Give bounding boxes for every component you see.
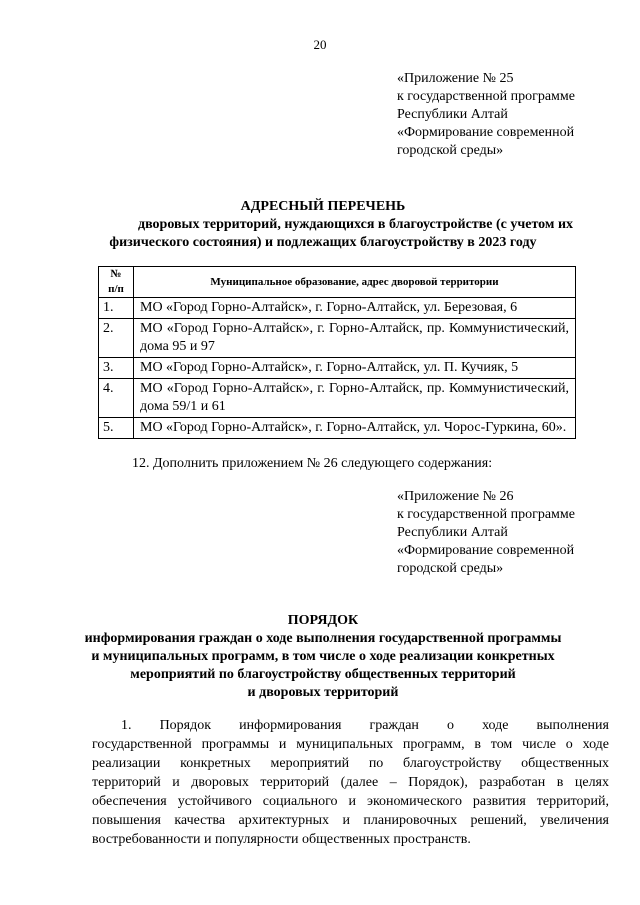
paragraph-line: 1. Порядок информирования граждан о ходе выполнения xyxy=(121,718,609,733)
table-row xyxy=(99,358,576,379)
appendix-26-line: «Формирование современной xyxy=(397,543,575,558)
appendix-25-block xyxy=(397,70,637,160)
paragraph-1 xyxy=(92,716,609,849)
header-number xyxy=(99,267,134,298)
paragraph-line: территорий и дворовых территорий (далее – Порядок), разработан в целях xyxy=(92,775,609,790)
order-subtitle-line: и дворовых территорий xyxy=(247,685,399,700)
row-address: МО «Город Горно-Алтайск», г. Горно-Алтайск, ул. Чорос-Гуркина, 60». xyxy=(134,418,576,439)
amendment-line: 12. Дополнить приложением № 26 следующего содержания: xyxy=(132,456,493,471)
appendix-25-line: Республики Алтай xyxy=(397,107,508,122)
address-list-subtitle-line: физического состояния) и подлежащих благоустройству в 2023 году xyxy=(109,235,537,250)
row-number: 1. xyxy=(99,298,134,319)
order-subtitle-line: и муниципальных программ, в том числе о ходе реализации конкретных xyxy=(91,649,555,664)
appendix-26-line: городской среды» xyxy=(397,561,504,576)
table-row xyxy=(99,379,576,418)
header-number-line: № xyxy=(110,268,122,280)
appendix-25-line: «Приложение № 25 xyxy=(397,71,514,86)
row-address: МО «Город Горно-Алтайск», г. Горно-Алтайск, пр. Коммунистический, дома 95 и 97 xyxy=(134,319,576,358)
row-address: МО «Город Горно-Алтайск», г. Горно-Алтайск, пр. Коммунистический, дома 59/1 и 61 xyxy=(134,379,576,418)
appendix-25-line: к государственной программе xyxy=(397,89,575,104)
order-subtitle-line: мероприятий по благоустройству общественных территорий xyxy=(130,667,516,682)
appendix-26-line: «Приложение № 26 xyxy=(397,489,514,504)
appendix-26-line: Республики Алтай xyxy=(397,525,508,540)
address-table xyxy=(98,266,576,439)
header-address: Муниципальное образование, адрес дворовой территории xyxy=(134,267,576,298)
page-number: 20 xyxy=(313,37,327,52)
appendix-25-line: городской среды» xyxy=(397,143,504,158)
paragraph-line: реализации конкретных мероприятий по благоустройству общественных xyxy=(92,756,609,771)
row-number: 5. xyxy=(99,418,134,439)
header-number-line: п/п xyxy=(108,283,124,295)
paragraph-line: обеспечения устойчивого социального и экономического развития территорий, xyxy=(92,794,609,809)
address-list-heading xyxy=(88,198,574,252)
appendix-26-block xyxy=(397,488,637,578)
row-number: 4. xyxy=(99,379,134,418)
paragraph-line: государственной программы и муниципальных программ, в том числе о ходе xyxy=(92,737,609,752)
row-address: МО «Город Горно-Алтайск», г. Горно-Алтайск, ул. Березовая, 6 xyxy=(134,298,576,319)
table-row xyxy=(99,418,576,439)
appendix-25-line: «Формирование современной xyxy=(397,125,575,140)
address-list-title: АДРЕСНЫЙ ПЕРЕЧЕНЬ xyxy=(240,199,406,214)
order-title: ПОРЯДОК xyxy=(287,613,359,628)
table-row xyxy=(99,298,576,319)
paragraph-line: востребованности и популярности общественных пространств. xyxy=(92,832,471,847)
row-number: 3. xyxy=(99,358,134,379)
appendix-26-line: к государственной программе xyxy=(397,507,575,522)
row-address: МО «Город Горно-Алтайск», г. Горно-Алтайск, ул. П. Кучияк, 5 xyxy=(134,358,576,379)
row-number: 2. xyxy=(99,319,134,358)
order-heading xyxy=(80,612,566,702)
address-list-subtitle-line: дворовых территорий, нуждающихся в благоустройстве (с учетом их xyxy=(138,217,574,232)
order-subtitle-line: информирования граждан о ходе выполнения государственной программы xyxy=(84,631,562,646)
table-header-row xyxy=(99,267,576,298)
paragraph-line: повышения качества архитектурных и планировочных решений, увеличения xyxy=(92,813,609,828)
table-row xyxy=(99,319,576,358)
